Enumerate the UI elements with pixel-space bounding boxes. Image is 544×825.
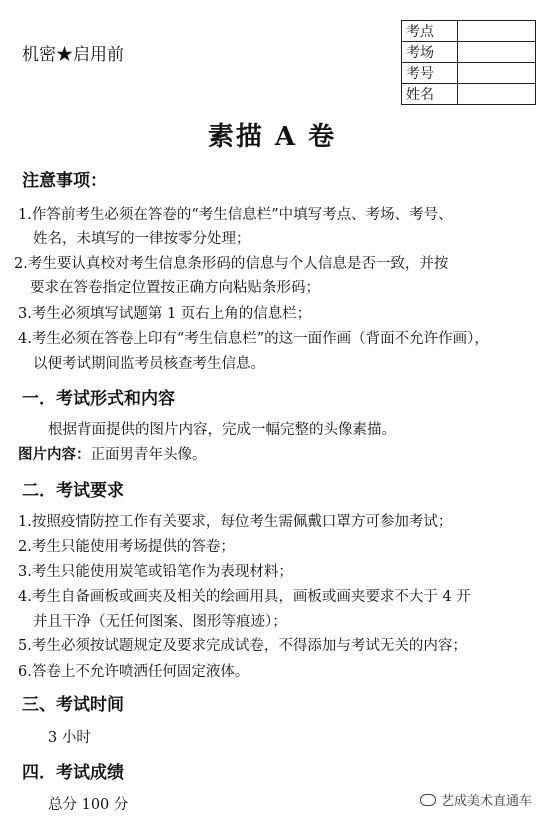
requirement-item: 并且干净（无任何图案、图形等痕迹）；: [33, 614, 287, 630]
section-body: 3 小时: [48, 730, 91, 746]
info-value-field[interactable]: [458, 63, 536, 84]
info-label: 考点: [402, 21, 458, 42]
info-label: 考场: [402, 42, 458, 63]
section-heading: 一．考试形式和内容: [22, 389, 175, 409]
info-value-field[interactable]: [458, 42, 536, 63]
notice-item: 3.考生必须填写试题第 1 页右上角的信息栏；: [18, 306, 312, 322]
confidential-label: 机密★启用前: [22, 45, 124, 65]
section-heading: 四．考试成绩: [22, 763, 124, 783]
requirement-item: 2.考生只能使用考场提供的答卷；: [18, 539, 235, 555]
picture-content-line: [18, 443, 207, 464]
requirement-item: 5.考生必须按试题规定及要求完成试卷，不得添加与考试无关的内容；: [18, 638, 467, 654]
info-value-field[interactable]: [458, 84, 536, 105]
watermark-text: 艺成美术直通车: [440, 794, 532, 809]
table-row: [402, 63, 536, 84]
info-value-field[interactable]: [458, 21, 536, 42]
notice-item: 4.考生必须在答卷上印有“考生信息栏”的这一面作画（背面不允许作画），: [18, 331, 489, 347]
notice-item: 以便考试期间监考员核查考生信息。: [33, 356, 265, 372]
notice-item: 1.作答前考生必须在答卷的“考生信息栏”中填写考点、考场、考号、: [18, 207, 453, 223]
requirement-item: 1.按照疫情防控工作有关要求，每位考生需佩戴口罩方可参加考试；: [18, 514, 453, 530]
requirement-item: 4.考生自备画板或画夹及相关的绘画用具，画板或画夹要求不大于 4 开: [18, 589, 471, 605]
notice-heading: 注意事项：: [22, 171, 107, 191]
picture-content-text: 正面男青年头像。: [90, 447, 207, 463]
section-heading: 三、考试时间: [22, 695, 124, 715]
notice-item: 姓名，未填写的一律按零分处理；: [33, 231, 251, 247]
section-body: 总分 100 分: [48, 797, 129, 813]
info-label: 考号: [402, 63, 458, 84]
picture-content-label: 图片内容：: [18, 446, 91, 463]
requirement-item: 3.考生只能使用炭笔或铅笔作为表现材料；: [18, 564, 293, 580]
watermark: [420, 790, 532, 809]
info-label: 姓名: [402, 84, 458, 105]
table-row: [402, 21, 536, 42]
notice-item: 要求在答卷指定位置按正确方向粘贴条形码；: [30, 280, 320, 296]
table-row: [402, 84, 536, 105]
table-row: [402, 42, 536, 63]
requirement-item: 6.答卷上不允许喷洒任何固定液体。: [18, 664, 250, 680]
page-title: 素描 A 卷: [207, 122, 337, 152]
notice-item: 2.考生要认真校对考生信息条形码的信息与个人信息是否一致，并按: [14, 256, 449, 272]
candidate-info-table: [401, 20, 536, 105]
section-body: 根据背面提供的图片内容，完成一幅完整的头像素描。: [48, 422, 396, 438]
wechat-icon: [420, 794, 436, 806]
section-heading: 二．考试要求: [22, 481, 124, 501]
